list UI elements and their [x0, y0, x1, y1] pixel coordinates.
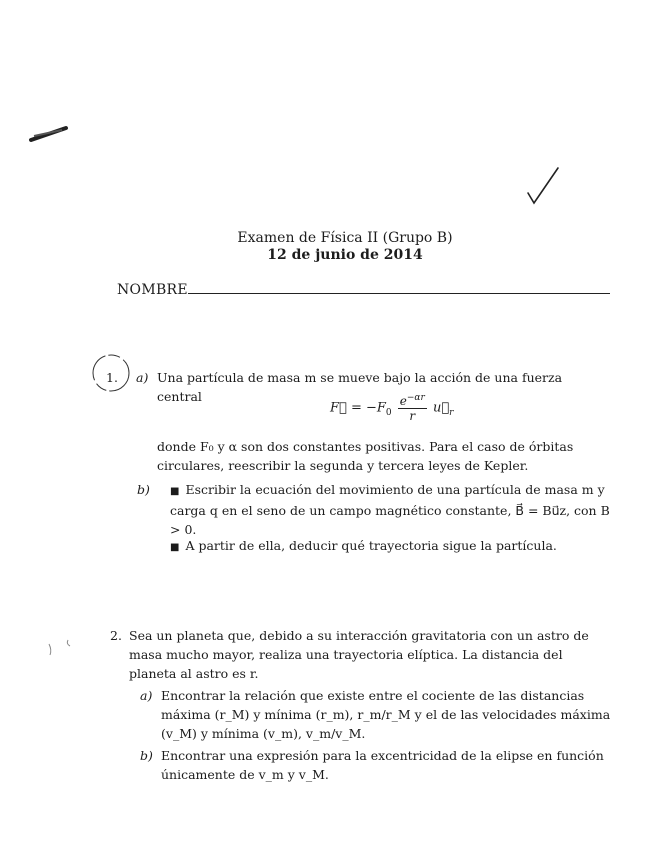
question-1-number: 1. — [106, 370, 118, 385]
nombre-field-line[interactable] — [188, 293, 610, 294]
formula-fraction — [398, 393, 427, 423]
question-1a-label: a) — [136, 370, 149, 385]
question-2a-label: a) — [140, 688, 153, 703]
question-2-text: Sea un planeta que, debido a su interacción gravitatoria con un astro de masa mucho mayor, realiza una trayectoria elíptica. La distancia del planeta al astro es r. — [129, 628, 589, 681]
checkmark-icon — [524, 165, 562, 207]
formula-denominator: r — [409, 409, 416, 423]
force-formula — [330, 393, 453, 423]
question-1b-label: b) — [137, 482, 150, 497]
question-2a-text: Encontrar la relación que existe entre el cociente de las distancias máxima (r_M) y mínima (r_m), r_m/r_M y el de las velocidades máxima (v_M) y mínima (v_m), v_m/v_M. — [161, 688, 611, 741]
question-2b-text: Encontrar una expresión para la excentricidad de la elipse en función únicamente de v_m y v_M. — [161, 748, 604, 782]
question-1a-continuation: donde F₀ y α son dos constantes positivas. Para el caso de órbitas circulares, reescribir la segunda y tercera leyes de Kepler. — [157, 439, 574, 473]
bullet-2-text: A partir de ella, deducir qué trayectoria sigue la partícula. — [185, 538, 557, 553]
pencil-mark — [46, 636, 76, 658]
question-2-number: 2. — [110, 628, 122, 643]
exam-date: 12 de junio de 2014 — [267, 247, 423, 263]
formula-lhs: F⃗ = −F — [330, 400, 386, 416]
formula-unit-vector: u⃗ — [432, 400, 450, 416]
formula-unit-sub: r — [449, 408, 454, 419]
bullet-1-text: Escribir la ecuación del movimiento de una partícula de masa m y carga q en el seno de un campo magnético constante, B⃗ = Bu⃗z, con B > 0. — [170, 482, 610, 537]
formula-sub: 0 — [385, 408, 392, 419]
exam-title: Examen de Física II (Grupo B) — [237, 230, 453, 246]
nombre-label: NOMBRE — [117, 282, 188, 298]
formula-numerator: $e^{-\alpha r}$ — [399, 393, 425, 408]
question-2b-label: b) — [140, 748, 153, 763]
ink-scribble — [28, 122, 70, 144]
bullet-icon: ■ — [170, 486, 180, 497]
question-1b-bullet-2 — [170, 536, 612, 557]
question-1b-bullet-1 — [170, 480, 612, 539]
bullet-icon: ■ — [170, 542, 180, 553]
question-1a-text: Una partícula de masa m se mueve bajo la acción de una fuerza central — [157, 370, 563, 404]
